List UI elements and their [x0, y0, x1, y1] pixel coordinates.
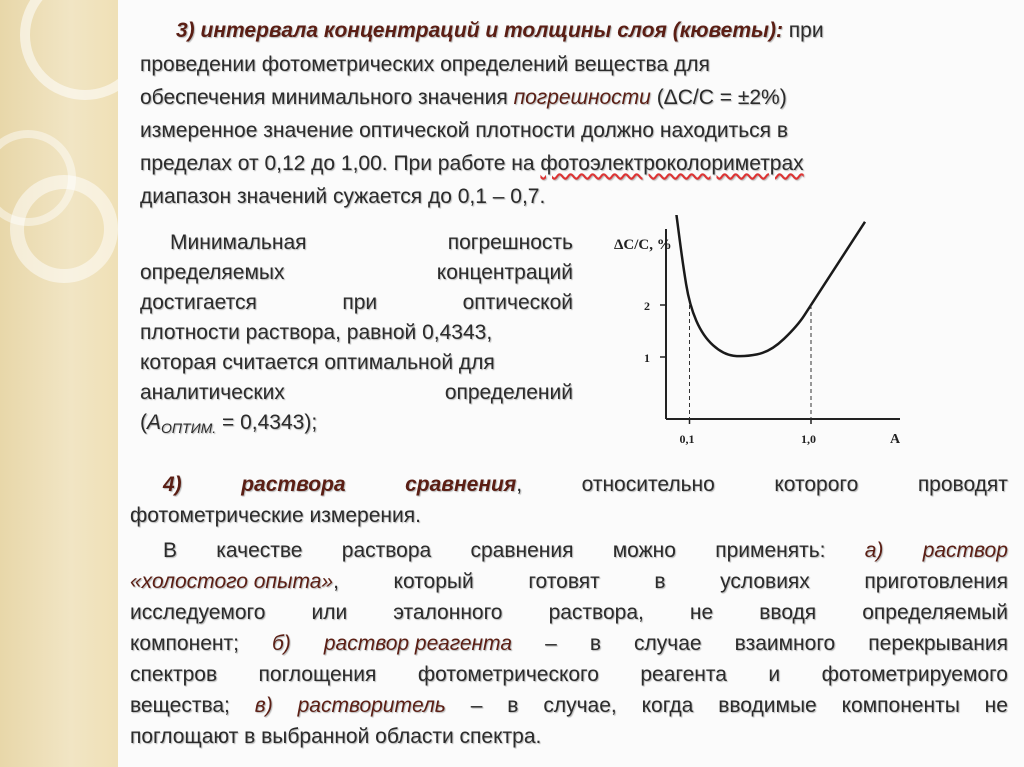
word: фотометрического [417, 663, 599, 686]
section3-line4: измеренное значение оптической плотности должно находиться в [140, 119, 789, 142]
italic-term: растворитель [297, 694, 446, 717]
word: когда [641, 694, 694, 717]
word: фотометрируемого [821, 663, 1008, 686]
word: относительно [581, 473, 715, 496]
blank-experiment-term-with-comma: «холостого опыта», [130, 570, 339, 593]
italic-term: раствор реагента [323, 632, 512, 655]
word: В [163, 539, 178, 562]
section4-line2: фотометрические измерения. [130, 504, 421, 527]
word: определяемых [140, 261, 285, 284]
word: компонент; [130, 632, 239, 655]
comparison-line7: поглощают в выбранной области спектра. [130, 725, 542, 748]
value: = 0,4343); [216, 411, 318, 434]
word: достигается [140, 291, 257, 314]
word: оптической [462, 291, 573, 314]
x-axis-label: A [890, 432, 901, 447]
section3-line2: проведении фотометрических определений вещества для [140, 53, 710, 76]
line5-a: пределах от 0,12 до 1,00. При работе на [140, 152, 541, 175]
word: случае [634, 632, 702, 655]
line3-c: (ΔС/С = ±2%) [650, 86, 787, 109]
word: – [470, 694, 483, 717]
word: условиях [720, 570, 810, 593]
section4-title-word-with-comma [405, 470, 522, 500]
min-error-line1 [170, 228, 573, 258]
section4-title-word: раствора [241, 473, 346, 496]
word: поглощения [258, 663, 377, 686]
word: или [311, 601, 348, 624]
min-error-line7 [140, 408, 317, 443]
word: который [393, 570, 474, 593]
comma: , [516, 473, 523, 496]
word: и [768, 663, 781, 686]
section3-line6: диапазон значений сужается до 0,1 – 0,7. [140, 185, 546, 208]
word: спектров [130, 663, 218, 686]
word: аналитических [140, 381, 285, 404]
min-error-line3 [140, 288, 573, 318]
section3-line3 [140, 83, 787, 113]
x-tick-label: 1,0 [801, 432, 816, 446]
italic-term: «холостого опыта» [130, 570, 334, 593]
word: определяемый [862, 601, 1008, 624]
x-tick-label: 0,1 [679, 432, 695, 446]
section4-number: 4) [163, 473, 182, 496]
min-error-line5: которая считается оптимальной для [140, 351, 495, 374]
spellcheck-word: фотоэлектроколориметрах [540, 152, 804, 175]
paren: ( [140, 411, 147, 434]
word: в [507, 694, 519, 717]
section3-line1 [176, 16, 824, 46]
word: Минимальная [170, 231, 307, 254]
word: готовят [528, 570, 600, 593]
word: сравнения [470, 539, 574, 562]
y-tick-label: 1 [644, 351, 650, 365]
word: погрешность [447, 231, 573, 254]
error-curve [676, 215, 865, 356]
word: проводят [917, 473, 1008, 496]
word: приготовления [864, 570, 1008, 593]
word: случае, [543, 694, 617, 717]
decorative-side-band [0, 0, 118, 767]
section3-line5 [140, 149, 804, 179]
min-error-line2 [140, 258, 573, 288]
word: вводимые [718, 694, 817, 717]
min-error-line6 [140, 378, 573, 408]
word: которого [774, 473, 859, 496]
symbol-a: А [147, 411, 162, 434]
word: – [545, 632, 557, 655]
section4-title-word: сравнения [405, 473, 517, 496]
item-label: в) [254, 694, 273, 717]
section3-title-tail: при [782, 19, 824, 42]
y-axis-label: ΔC/C, % [614, 237, 672, 253]
min-error-line4: плотности раствора, равной 0,4343, [140, 321, 493, 344]
line3-a: обеспечения минимального значения [140, 86, 514, 109]
comparison-line1 [163, 536, 1008, 566]
word: можно [612, 539, 676, 562]
word: раствора [341, 539, 432, 562]
comparison-line2 [130, 567, 1008, 597]
word: применять: [715, 539, 826, 562]
word: в [589, 632, 601, 655]
word: эталонного [393, 601, 503, 624]
section3-title: 3) интервала концентраций и толщины слоя (кюветы): [176, 19, 783, 42]
word: концентраций [436, 261, 573, 284]
word: не [984, 694, 1008, 717]
word: определений [444, 381, 573, 404]
section4-line1 [163, 470, 1008, 500]
word: перекрывания [868, 632, 1008, 655]
word: исследуемого [130, 601, 266, 624]
y-tick-label: 2 [644, 299, 650, 313]
word: вводя [759, 601, 817, 624]
word: вещества; [130, 694, 230, 717]
comparison-line4 [130, 629, 1008, 659]
decorative-ring [10, 175, 118, 283]
comparison-line6 [130, 691, 1008, 721]
word: при [342, 291, 378, 314]
comparison-line5 [130, 660, 1008, 690]
word: качестве [216, 539, 303, 562]
word: компоненты [841, 694, 960, 717]
word: не [689, 601, 714, 624]
comparison-line3 [130, 598, 1008, 628]
error-vs-absorbance-chart [600, 215, 920, 455]
word: в [654, 570, 666, 593]
word: реагента [640, 663, 727, 686]
subscript: ОПТИМ. [161, 420, 217, 436]
error-term: погрешности [513, 86, 651, 109]
item-label: а) [864, 539, 884, 562]
word: раствора, [548, 601, 644, 624]
word: взаимного [734, 632, 836, 655]
item-label: б) [271, 632, 291, 655]
italic-term: раствор [922, 539, 1008, 562]
